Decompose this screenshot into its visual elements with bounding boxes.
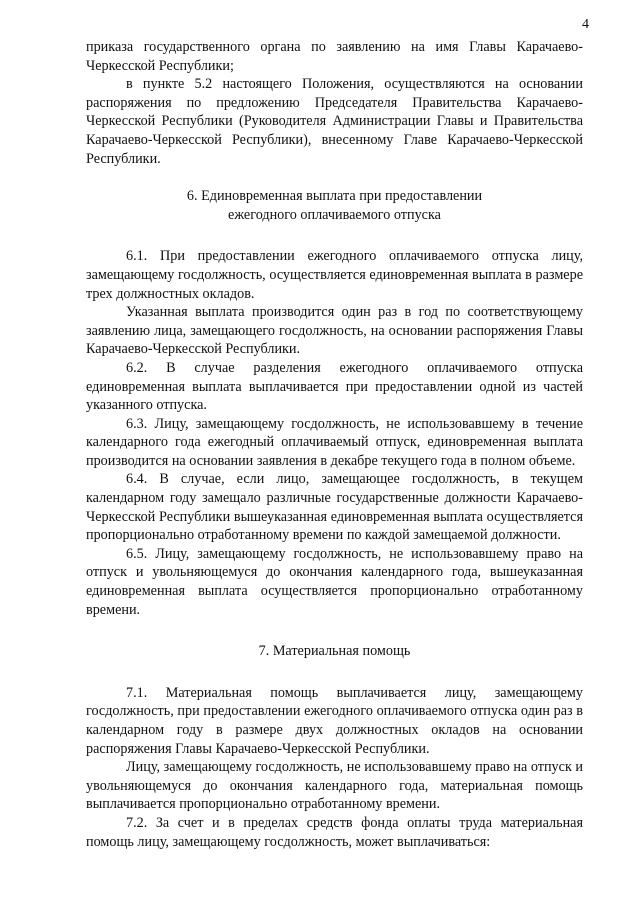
paragraph-6-1: 6.1. При предоставлении ежегодного оплачиваемого отпуска лицу, замещающему госдолжность, осуществляется единовременная выплата в размере трех должностных окладов. <box>86 248 583 302</box>
section-7-heading: 7. Материальная помощь <box>258 643 411 660</box>
paragraph-6-4: 6.4. В случае, если лицо, замещающее госдолжность, в текущем календарном году замещало различные государственные должности Карачаево-Черкесской Республики вышеуказанная единовременная выплата осуществляется пропорционально отработанному времени по каждой замещаемой должности. <box>86 471 583 544</box>
section-6-title-line-2: ежегодного оплачиваемого отпуска <box>228 206 441 223</box>
paragraph-6-2: 6.2. В случае разделения ежегодного оплачиваемого отпуска единовременная выплата выплачивается при предоставлении одной из частей указанного отпуска. <box>86 359 583 414</box>
paragraph-top-1: приказа государственного органа по заявлению на имя Главы Карачаево-Черкесской Республики; <box>86 39 583 74</box>
paragraph-6-5: 6.5. Лицу, замещающему госдолжность, не использовавшему право на отпуск и увольняющемуся до окончания календарного года, вышеуказанная единовременная выплата осуществляется пропорционально отработанному времени. <box>86 545 583 618</box>
paragraph-6-3: 6.3. Лицу, замещающему госдолжность, не использовавшему в течение календарного года ежегодный оплачиваемый отпуск, единовременная выплата производится на основании заявления в декабре текущего года в полном объеме. <box>86 415 583 469</box>
paragraph-7-2: 7.2. За счет и в пределах средств фонда оплаты труда материальная помощь лицу, замещающему госдолжность, может выплачиваться: <box>86 814 583 850</box>
paragraph-6-1-cont: Указанная выплата производится один раз в год по соответствующему заявлению лица, замещающего госдолжность, на основании распоряжения Главы Карачаево-Черкесской Республики. <box>86 304 583 358</box>
document-body <box>86 38 583 851</box>
paragraph-7-1-cont: Лицу, замещающему госдолжность, не использовавшему право на отпуск и увольняющемуся до окончания календарного года, материальная помощь выплачивается пропорционально отработанному времени. <box>86 759 583 813</box>
section-6-heading <box>86 187 583 224</box>
paragraph-7-1: 7.1. Материальная помощь выплачивается лицу, замещающему госдолжность, при предоставлении ежегодного оплачиваемого отпуска один раз в календарном году в размере двух должностных окладов на основании распоряжения Главы Карачаево-Черкесской Республики. <box>86 684 583 757</box>
section-6-title-line-1: 6. Единовременная выплата при предоставлении <box>186 188 483 205</box>
paragraph-top-2: в пункте 5.2 настоящего Положения, осуществляются на основании распоряжения по предложению Председателя Правительства Карачаево-Черкесской Республики (Руководителя Администрации Главы и Правительства Карачаево-Черкесской Республики), внесенному Главе Карачаево-Черкесской Республики. <box>86 76 583 167</box>
page-number: 4 <box>582 17 589 32</box>
